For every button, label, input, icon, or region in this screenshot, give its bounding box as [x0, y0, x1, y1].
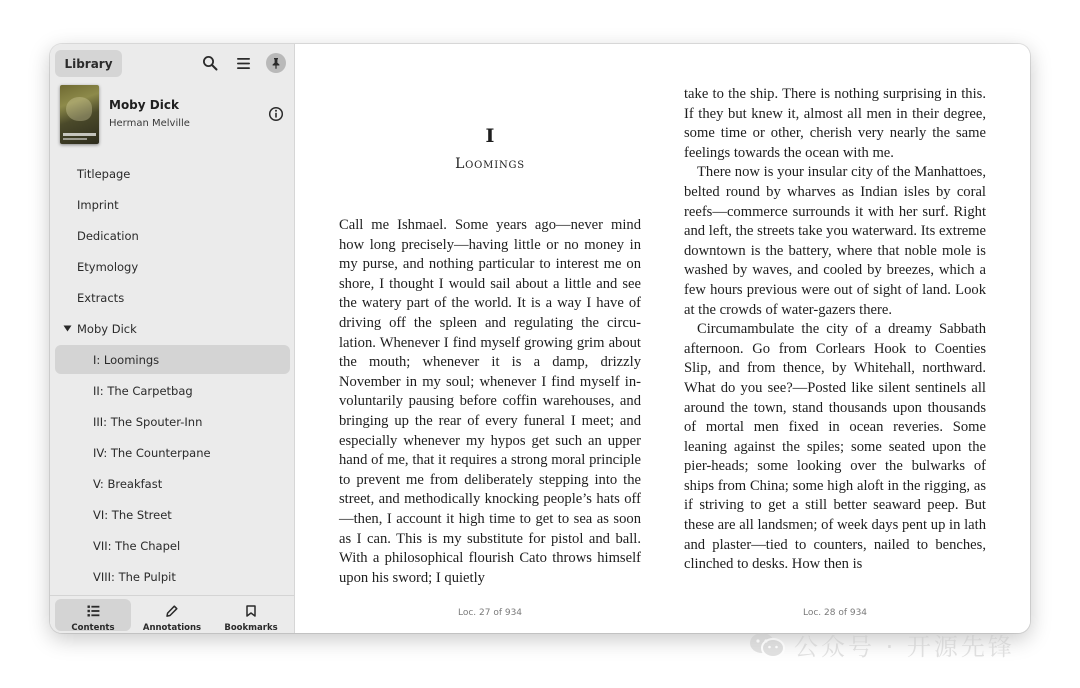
toc-item-label: VII: The Chapel [93, 538, 181, 553]
toc-item-dedication[interactable] [55, 221, 290, 250]
toc-item-label: Dedication [77, 228, 139, 243]
toc-item-label: Imprint [77, 197, 119, 212]
toc-item-label: II: The Carpetbag [93, 383, 193, 398]
bookmark-icon [246, 602, 256, 621]
tab-label: Contents [71, 623, 115, 633]
toc-item-label: VIII: The Pulpit [93, 569, 176, 584]
search-icon[interactable] [200, 53, 220, 73]
toc-item-etymology[interactable] [55, 252, 290, 281]
right-page-text [684, 85, 986, 575]
watermark-text: 公众号 · 开源先锋 [794, 632, 1015, 661]
book-card[interactable] [50, 82, 294, 150]
watermark [748, 625, 1015, 663]
toc-item-label: IV: The Counterpane [93, 445, 211, 460]
pencil-icon [166, 602, 178, 621]
left-page-text [339, 216, 641, 588]
hamburger-menu-icon[interactable] [233, 53, 253, 73]
toc-item-label: Moby Dick [77, 321, 137, 336]
right-page-location: Loc. 28 of 934 [802, 608, 868, 618]
tab-annotations[interactable] [134, 599, 210, 631]
toc-item-loomings[interactable] [55, 345, 290, 374]
tab-contents[interactable] [55, 599, 131, 631]
chapter-number: I [485, 125, 495, 147]
toc-item-label: I: Loomings [93, 352, 160, 367]
toc-item-the-chapel[interactable] [55, 531, 290, 560]
toc-item-label: VI: The Street [93, 507, 172, 522]
pin-icon[interactable] [266, 53, 286, 73]
toc-item-breakfast[interactable] [55, 469, 290, 498]
toc-item-label: V: Breakfast [93, 476, 163, 491]
toc-item-the-spouter-inn[interactable] [55, 407, 290, 436]
toc-item-imprint[interactable] [55, 190, 290, 219]
triangle-down-icon[interactable] [61, 314, 73, 343]
sidebar-footer-tabs [50, 595, 294, 633]
sidebar [50, 44, 295, 633]
list-icon [87, 602, 100, 621]
toc-item-the-street[interactable] [55, 500, 290, 529]
toc-item-the-pulpit[interactable] [55, 562, 290, 591]
table-of-contents [50, 157, 294, 594]
book-title: Moby Dick [109, 98, 179, 112]
tab-label: Bookmarks [224, 623, 278, 633]
toc-item-label: Extracts [77, 290, 125, 305]
toc-item-the-counterpane[interactable] [55, 438, 290, 467]
paragraph: There now is your insular city of the Manhattoes, belted round by wharves as Indian isles by coral reefs—commerce surrounds it with her surf. Right and left, the streets take you waterward. Its extreme downtown is the battery, where that noble mole is washed by waves, and cooled by breezes, which a few hours previous were out of sight of land. Look at the crowds of water-gazers there. [684, 164, 986, 318]
book-author: Herman Melville [109, 118, 190, 129]
toc-item-label: III: The Spouter-Inn [93, 414, 203, 429]
info-icon[interactable] [268, 106, 284, 122]
reading-pane[interactable] [295, 44, 1030, 633]
toc-item-extracts[interactable] [55, 283, 290, 312]
wechat-icon [748, 631, 786, 657]
left-page-location: Loc. 27 of 934 [457, 608, 523, 618]
paragraph: Circumambulate the city of a dreamy Sabbath afternoon. Go from Corlears Hook to Coenties Slip, and from thence, by Whitehall, northward. What do you see?—Posted like silent sentinels all around the town, stand thousands upon thousands of mortal men fixed in ocean reveries. Some leaning against the spiles; some seated upon the pier-heads; some looking over the bulwarks of ships from China; some high aloft in the rigging, as if striving to get a still better seaward peep. But these are all landsmen; of week days pent up in lath and plaster—tied to counters, nailed to benches, clinched to desks. How then is [684, 321, 986, 573]
toc-item-moby-dick[interactable] [50, 314, 290, 343]
toc-item-label: Titlepage [77, 166, 131, 181]
toc-item-the-carpetbag[interactable] [55, 376, 290, 405]
book-cover [60, 85, 99, 144]
paragraph: Call me Ishmael. Some years ago—never mind how long precisely—having little or no money in my purse, and nothing particular to interest me on shore, I thought I would sail about a little and see the watery part of the world. It is a way I have of driving off the spleen and regulating the circulation. Whenever I find myself growing grim about the mouth; whenever it is a damp, drizzly November in my soul; whenever I find myself involuntarily pausing before coffin warehouses, and bringing up the rear of every funeral I meet; and especially whenever my hypos get such an upper hand of me, that it requires a strong moral principle to prevent me from deliberately stepping into the street, and methodically knocking people’s hats off—then, I account it high time to get to sea as soon as I can. This is my substitute for pistol and ball. With a philosophical flourish Cato throws himself upon his sword; I quietly [339, 217, 641, 586]
tab-label: Annotations [142, 623, 202, 633]
library-button[interactable]: Library [55, 50, 122, 77]
chapter-title: Loomings [455, 156, 525, 172]
toc-item-titlepage[interactable] [55, 159, 290, 188]
sidebar-header [50, 44, 294, 82]
app-window [50, 44, 1030, 633]
paragraph: take to the ship. There is nothing surprising in this. If they but knew it, almost all men in their degree, some time or other, cherish very nearly the same feelings towards the ocean with me. [684, 86, 986, 161]
tab-bookmarks[interactable] [213, 599, 289, 631]
toc-item-label: Etymology [77, 259, 139, 274]
